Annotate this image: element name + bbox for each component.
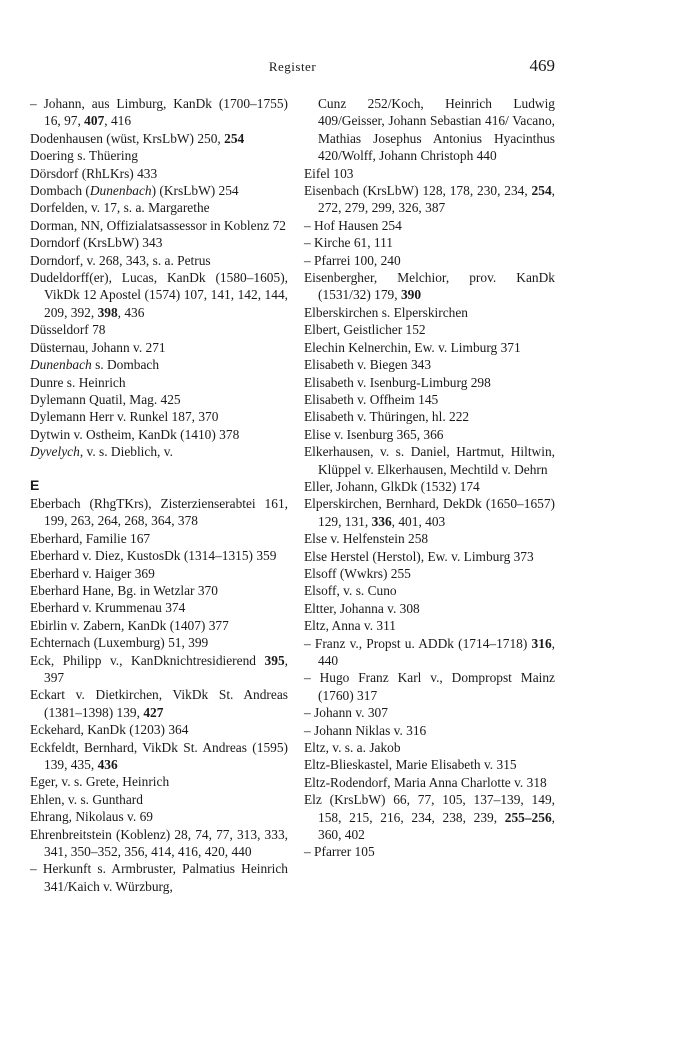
index-entry <box>304 530 555 547</box>
index-page-ref-primary: 316 <box>531 635 552 651</box>
index-entry <box>30 374 288 391</box>
index-page-ref-primary: 254 <box>531 183 552 199</box>
index-text: Elsoff, v. s. Cuno <box>304 583 397 599</box>
index-text: , 440 <box>318 635 555 668</box>
index-text: – Pfarrer 105 <box>304 844 375 860</box>
index-entry <box>30 634 288 651</box>
index-entry <box>30 130 288 147</box>
index-entry <box>30 426 288 443</box>
index-entry <box>30 565 288 582</box>
index-entry <box>30 199 288 216</box>
index-entry <box>30 582 288 599</box>
index-entry <box>304 95 555 165</box>
index-entry <box>304 234 555 251</box>
index-entry <box>304 739 555 756</box>
index-page-ref-primary: 427 <box>143 704 164 720</box>
index-text: – Kirche 61, 111 <box>304 235 393 251</box>
index-text: Elisabeth v. Offheim 145 <box>304 391 439 407</box>
index-text: Dodenhausen (wüst, KrsLbW) 250, <box>30 130 225 146</box>
index-text: Elbert, Geistlicher 152 <box>304 322 426 338</box>
index-text: s. Dombach <box>91 357 160 373</box>
index-entry <box>30 826 288 861</box>
index-entry <box>304 669 555 704</box>
index-text: – Johann v. 307 <box>304 705 388 721</box>
index-text: Doering s. Thüering <box>30 148 138 164</box>
index-entry <box>304 704 555 721</box>
index-text: Dorman, NN, Offizialatsassessor in Koblenz 72 <box>30 217 286 233</box>
index-entry <box>304 722 555 739</box>
index-text: – Johann Niklas v. 316 <box>304 722 427 738</box>
index-entry <box>30 391 288 408</box>
index-entry <box>30 530 288 547</box>
index-page-ref-primary: 254 <box>224 130 245 146</box>
index-text: Eck, Philipp v., KanDknichtresidierend <box>30 652 265 668</box>
index-text: Dudeldorff(er), Lucas, KanDk (1580–1605), VikDk 12 Apostel (1574) 107, 141, 142, 144, 209, 392, <box>30 270 288 320</box>
index-entry <box>304 548 555 565</box>
index-text: Dörsdorf (RhLKrs) 433 <box>30 165 158 181</box>
index-entry <box>304 374 555 391</box>
index-text: Ebirlin v. Zabern, KanDk (1407) 377 <box>30 617 229 633</box>
index-text: Dorndorf, v. 268, 343, s. a. Petrus <box>30 252 211 268</box>
index-entry <box>304 252 555 269</box>
index-text: Ehrenbreitstein (Koblenz) 28, 74, 77, 313, 333, 341, 350–352, 356, 414, 416, 420, 440 <box>30 826 288 860</box>
index-text: Dombach ( <box>30 183 90 199</box>
index-text: Düsternau, Johann v. 271 <box>30 339 166 355</box>
index-text: – Pfarrei 100, 240 <box>304 252 401 268</box>
index-entry <box>304 321 555 338</box>
index-entry <box>30 408 288 425</box>
index-entry <box>304 600 555 617</box>
index-text: Eberbach (RhgTKrs), Zisterzienserabtei 161, 199, 263, 264, 268, 364, 378 <box>30 495 288 529</box>
index-text: – Hugo Franz Karl v., Dompropst Mainz (1760) 317 <box>304 670 555 703</box>
index-entry <box>304 408 555 425</box>
index-entry <box>30 182 288 199</box>
index-text: Echternach (Luxemburg) 51, 399 <box>30 635 209 651</box>
page-number: 469 <box>529 56 555 75</box>
index-text: , 436 <box>117 304 145 320</box>
index-entry <box>30 147 288 164</box>
index-text: Eltz, Anna v. 311 <box>304 618 396 634</box>
index-term-italic: Dyvelych <box>30 444 80 460</box>
index-entry <box>30 617 288 634</box>
index-entry <box>304 582 555 599</box>
index-entry <box>304 217 555 234</box>
index-text: Dorfelden, v. 17, s. a. Margarethe <box>30 200 210 216</box>
index-entry <box>304 791 555 843</box>
index-entry <box>30 791 288 808</box>
index-text: Eisenbergher, Melchior, prov. KanDk (1531/32) 179, <box>304 270 555 303</box>
index-page-ref-primary: 336 <box>371 513 392 529</box>
index-entry <box>304 756 555 773</box>
index-entry <box>30 252 288 269</box>
index-page-ref-primary: 436 <box>97 757 118 773</box>
index-entry <box>30 356 288 373</box>
index-entry <box>304 339 555 356</box>
index-page-ref-primary: 407 <box>84 113 105 129</box>
index-entry <box>30 95 288 130</box>
index-entry <box>30 443 288 460</box>
index-text: Elechin Kelnerchin, Ew. v. Limburg 371 <box>304 339 521 355</box>
index-text: Eckfeldt, Bernhard, VikDk St. Andreas (1595) 139, 435, <box>30 739 288 773</box>
index-entry <box>30 217 288 234</box>
index-text: Elisabeth v. Thüringen, hl. 222 <box>304 409 470 425</box>
index-entry <box>304 391 555 408</box>
index-entry <box>304 443 555 478</box>
index-entry <box>30 721 288 738</box>
index-entry <box>304 426 555 443</box>
index-text: Dylemann Herr v. Runkel 187, 370 <box>30 409 219 425</box>
index-text: Cunz 252/Koch, Heinrich Ludwig 409/Geisser, Johann Sebastian 416/ Vacano, Mathias Josephus Antonius Hyacinthus 420/Wolff, Johann Christoph 440 <box>318 96 555 164</box>
index-text: Eltz, v. s. a. Jakob <box>304 740 401 756</box>
index-text: Eberhard v. Krummenau 374 <box>30 600 186 616</box>
index-entry <box>30 269 288 321</box>
index-text: Elsoff (Wwkrs) 255 <box>304 565 411 581</box>
index-text: Else Herstel (Herstol), Ew. v. Limburg 373 <box>304 548 534 564</box>
index-text: Elise v. Isenburg 365, 366 <box>304 426 444 442</box>
index-column-right <box>304 95 555 861</box>
index-term-italic: Dunenbach <box>89 183 152 199</box>
index-entry <box>304 774 555 791</box>
index-entry <box>30 773 288 790</box>
index-text: Dunre s. Heinrich <box>30 374 126 390</box>
index-entry <box>30 547 288 564</box>
index-entry <box>304 478 555 495</box>
index-text: Elz (KrsLbW) 66, 77, 105, 137–139, 149, 158, 215, 216, 234, 238, 239, <box>304 792 555 825</box>
index-entry <box>304 304 555 321</box>
index-text: Düsseldorf 78 <box>30 322 106 338</box>
index-entry <box>30 339 288 356</box>
index-entry <box>304 269 555 304</box>
index-text: Eckehard, KanDk (1203) 364 <box>30 722 189 738</box>
index-entry <box>30 234 288 251</box>
index-text: Eberhard v. Diez, KustosDk (1314–1315) 359 <box>30 548 277 564</box>
index-column-left <box>30 95 288 895</box>
index-text: Eckart v. Dietkirchen, VikDk St. Andreas (1381–1398) 139, <box>30 687 288 720</box>
index-text: – Franz v., Propst u. ADDk (1714–1718) <box>304 635 532 651</box>
index-entry <box>304 617 555 634</box>
index-text: Eberhard v. Haiger 369 <box>30 565 155 581</box>
index-text: Eisenbach (KrsLbW) 128, 178, 230, 234, <box>304 183 532 199</box>
index-entry <box>304 495 555 530</box>
index-text: , 397 <box>44 652 288 685</box>
index-text: – Hof Hausen 254 <box>304 217 402 233</box>
running-title: Register <box>268 59 317 74</box>
index-text: Eltz-Rodendorf, Maria Anna Charlotte v. 318 <box>304 774 547 790</box>
index-page-ref-primary: 398 <box>97 304 118 320</box>
index-text: Elperskirchen, Bernhard, DekDk (1650–1657) 129, 131, <box>304 496 555 529</box>
index-entry <box>304 635 555 670</box>
index-entry <box>30 165 288 182</box>
page-header <box>30 56 555 78</box>
index-entry <box>30 652 288 687</box>
index-text: Eger, v. s. Grete, Heinrich <box>30 774 170 790</box>
index-text: – Herkunft s. Armbruster, Palmatius Heinrich 341/Kaich v. Würzburg, <box>30 861 288 894</box>
index-entry <box>304 165 555 182</box>
index-text: , 401, 403 <box>391 513 446 529</box>
index-text: ) (KrsLbW) 254 <box>151 183 239 199</box>
index-text: , v. s. Dieblich, v. <box>79 444 173 460</box>
index-term-italic: Dunenbach <box>30 357 92 373</box>
index-text: Eller, Johann, GlkDk (1532) 174 <box>304 478 480 494</box>
index-text: Eberhard, Familie 167 <box>30 530 151 546</box>
index-page-ref-primary: 255–256 <box>504 809 552 825</box>
index-entry <box>30 686 288 721</box>
index-text: Elisabeth v. Isenburg-Limburg 298 <box>304 374 491 390</box>
index-entry <box>304 565 555 582</box>
index-page-ref-primary: 395 <box>264 652 285 668</box>
index-entry <box>30 599 288 616</box>
section-letter: E <box>30 476 40 493</box>
index-entry <box>304 356 555 373</box>
index-text: , 272, 279, 299, 326, 387 <box>318 183 555 216</box>
index-text: Dylemann Quatil, Mag. 425 <box>30 391 181 407</box>
index-entry <box>30 808 288 825</box>
index-entry <box>30 739 288 774</box>
index-page-ref-primary: 390 <box>400 287 422 303</box>
index-text: Eifel 103 <box>304 165 354 181</box>
index-entry <box>304 182 555 217</box>
index-text: Elberskirchen s. Elperskirchen <box>304 304 468 320</box>
index-text: Else v. Helfenstein 258 <box>304 531 429 547</box>
index-text: Elisabeth v. Biegen 343 <box>304 357 432 373</box>
index-text: , 360, 402 <box>318 809 555 843</box>
index-text: , 416 <box>104 113 132 129</box>
index-text: Eltter, Johanna v. 308 <box>304 600 420 616</box>
index-entry <box>30 321 288 338</box>
index-text: Dorndorf (KrsLbW) 343 <box>30 235 163 251</box>
index-text: – Johann, aus Limburg, KanDk (1700–1755) 16, 97, <box>30 96 288 129</box>
index-text: Dytwin v. Ostheim, KanDk (1410) 378 <box>30 426 240 442</box>
index-text: Elkerhausen, v. s. Daniel, Hartmut, Hiltwin, Klüppel v. Elkerhausen, Mechtild v. Dehrn <box>304 444 555 477</box>
index-entry <box>30 860 288 895</box>
index-text: Ehlen, v. s. Gunthard <box>30 791 143 807</box>
index-text: Ehrang, Nikolaus v. 69 <box>30 809 153 825</box>
index-text: Eberhard Hane, Bg. in Wetzlar 370 <box>30 582 218 598</box>
index-text: Eltz-Blieskastel, Marie Elisabeth v. 315 <box>304 757 517 773</box>
index-entry <box>304 843 555 860</box>
index-entry <box>30 495 288 530</box>
